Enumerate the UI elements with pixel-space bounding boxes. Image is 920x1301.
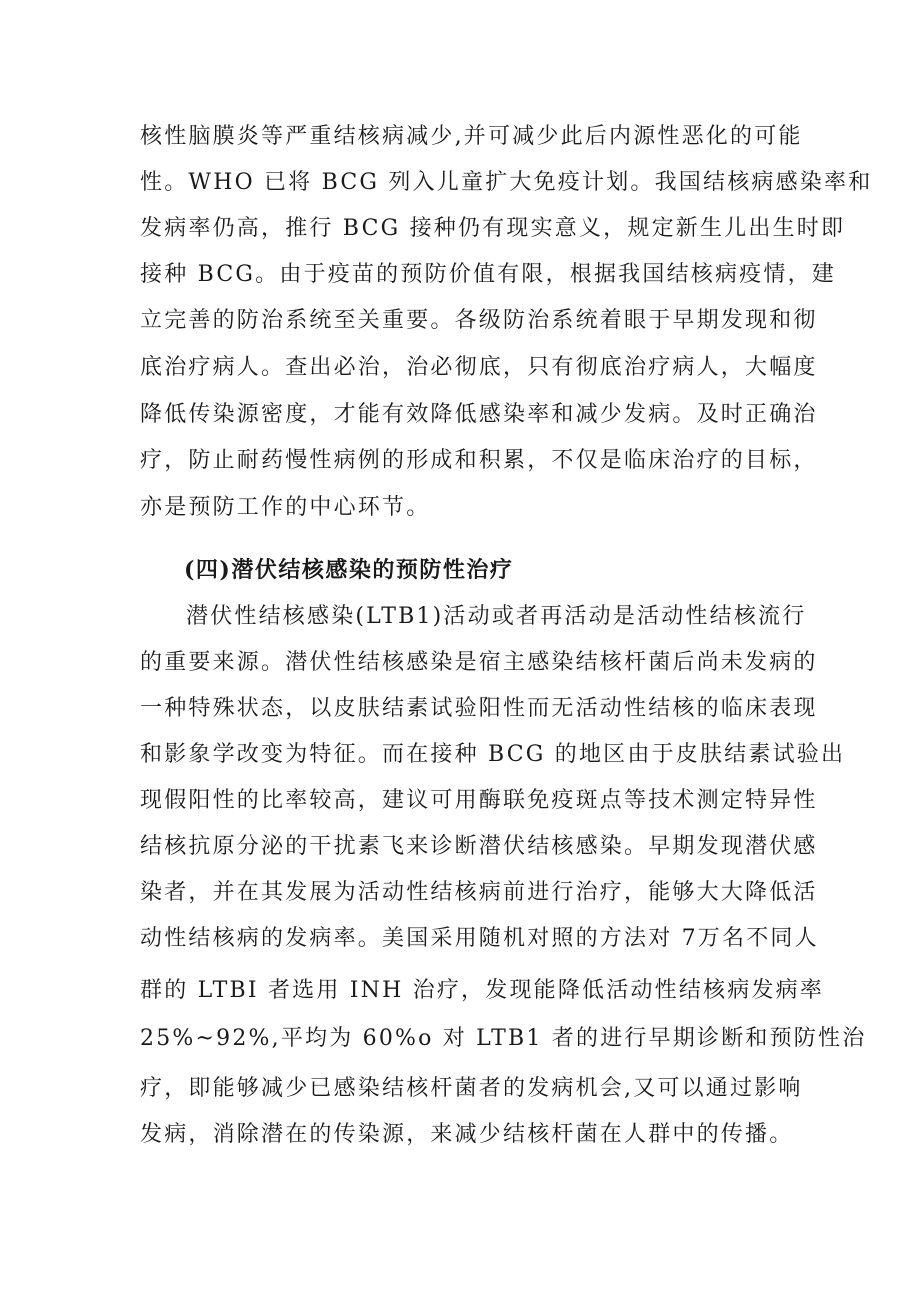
text-line: 和影象学改变为特征。而在接种 BCG 的地区由于皮肤结素试验出 — [140, 742, 846, 767]
text-line: 25%~92%,平均为 60%o 对 LTB1 者的进行早期诊断和预防性治 — [140, 1026, 867, 1051]
text-line: 立完善的防治系统至关重要。各级防治系统着眼于早期发现和彻 — [140, 308, 818, 333]
text-line: 动性结核病的发病率。美国采用随机对照的方法对 7万名不同人 — [140, 926, 819, 951]
text-line: 潜伏性结核感染(LTB1)活动或者再活动是活动性结核流行 — [186, 604, 807, 629]
section-heading: (四)潜伏结核感染的预防性治疗 — [184, 557, 514, 583]
text-line: 一种特殊状态，以皮肤结素试验阳性而无活动性结核的临床表现 — [140, 696, 818, 721]
text-line: 的重要来源。潜伏性结核感染是宿主感染结核杆菌后尚未发病的 — [140, 650, 818, 675]
text-line: 核性脑膜炎等严重结核病减少,并可减少此后内源性恶化的可能 — [140, 124, 803, 149]
text-line: 接种 BCG。由于疫苗的预防价值有限，根据我国结核病疫情，建 — [140, 262, 836, 287]
text-line: 现假阳性的比率较高，建议可用酶联免疫斑点等技术测定特异性 — [140, 788, 818, 813]
text-line: 性。WHO 已将 BCG 列入儿童扩大免疫计划。我国结核病感染率和 — [140, 170, 873, 195]
text-line: 底治疗病人。查出必治，治必彻底，只有彻底治疗病人，大幅度 — [140, 355, 818, 380]
text-line: 发病率仍高，推行 BCG 接种仍有现实意义，规定新生儿出生时即 — [140, 216, 846, 241]
text-line: 疗，防止耐药慢性病例的形成和积累，不仅是临床治疗的目标， — [140, 448, 818, 473]
text-line: 结核抗原分泌的干扰素飞来诊断潜伏结核感染。早期发现潜伏感 — [140, 834, 818, 859]
text-line: 发病，消除潜在的传染源，来减少结核杆菌在人群中的传播。 — [140, 1122, 794, 1147]
text-line: 亦是预防工作的中心环节。 — [140, 495, 431, 520]
text-line: 群的 LTBI 者选用 INH 治疗，发现能降低活动性结核病发病率 — [140, 978, 825, 1003]
text-line: 疗，即能够减少已感染结核杆菌者的发病机会,又可以通过影响 — [140, 1076, 803, 1101]
text-line: 降低传染源密度，才能有效降低感染率和减少发病。及时正确治 — [140, 402, 818, 427]
text-line: 染者，并在其发展为活动性结核病前进行治疗，能够大大降低活 — [140, 880, 818, 905]
